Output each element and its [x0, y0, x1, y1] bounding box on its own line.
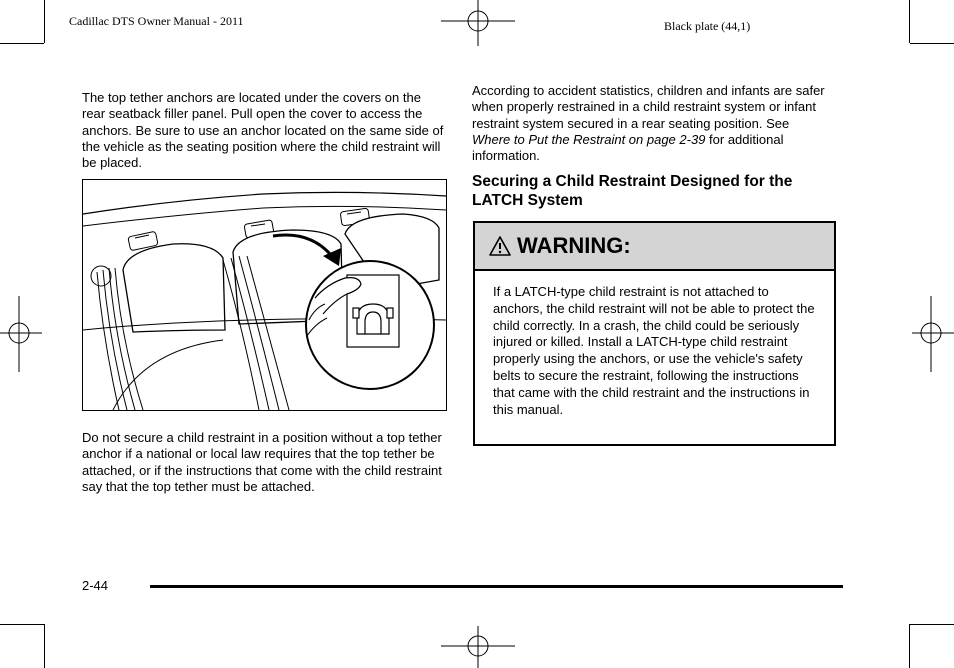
warning-triangle-icon: [489, 236, 511, 256]
statistics-text-end: for additional information.: [472, 131, 784, 164]
statistics-paragraph: [472, 83, 827, 164]
warning-box: [473, 221, 836, 446]
header-title: Cadillac DTS Owner Manual - 2011: [69, 14, 244, 28]
page-number: 2-44: [82, 578, 109, 593]
footer-rule: [150, 585, 843, 588]
header-plate: Black plate (44,1): [664, 19, 751, 33]
page-reference: Where to Put the Restraint on page 2-39: [472, 131, 706, 147]
warning-header: [475, 223, 834, 271]
registration-mark-right: [912, 296, 954, 372]
warning-text: If a LATCH-type child restraint is not attached to anchors, the child restraint will not be able to protect the child correctly. In a crash, the child could be seriously injured or killed. Install a LATCH-type child restraint properly using the anchors, or use the vehicle's safety belts to secure the restraint, following the instructions that came with the child restraint and the instructions in this manual.: [493, 284, 815, 417]
body-paragraph: Do not secure a child restraint in a position without a top tether anchor if a national or local law requires that the top tether be attached, or if the instructions that come with the child restraint say that the top tether must be attached.: [82, 430, 442, 494]
registration-mark-left: [0, 296, 42, 372]
warning-title: WARNING:: [517, 233, 631, 258]
intro-paragraph: The top tether anchors are located under the covers on the rear seatback filler panel. Pull open the cover to access the anchors. Be sure to use an anchor located on the same side of the vehicle as the seating position where the child restraint will be placed.: [82, 90, 444, 171]
registration-mark-bottom: [441, 626, 515, 668]
tether-anchor-illustration: [82, 179, 447, 411]
statistics-text: According to accident statistics, children and infants are safer when properly restrained in a child restraint system or infant restraint system secured in a rear seating position. See: [472, 83, 825, 131]
registration-mark-top: [441, 0, 515, 46]
section-heading: Securing a Child Restraint Designed for the LATCH System: [472, 173, 793, 209]
